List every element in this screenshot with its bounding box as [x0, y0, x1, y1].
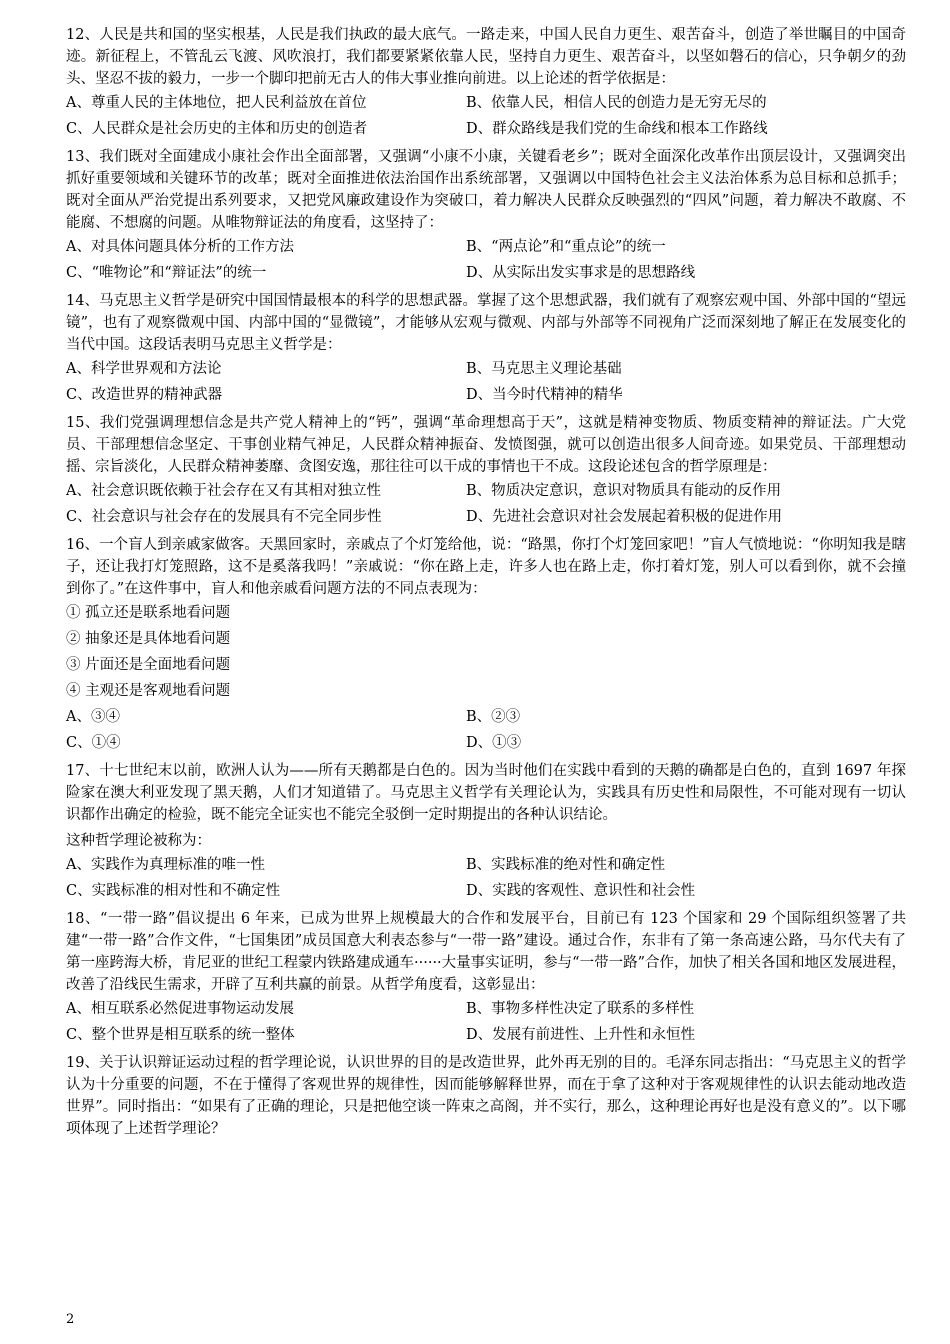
option-a: A、尊重人民的主体地位，把人民利益放在首位	[66, 95, 367, 111]
question-14	[66, 290, 906, 408]
statement-item: ② 抽象还是具体地看问题	[66, 631, 231, 647]
option-c: C、改造世界的精神武器	[66, 387, 223, 403]
option-d: D、发展有前进性、上升性和永恒性	[466, 1027, 696, 1043]
option-row	[66, 504, 906, 530]
option-d: D、从实际出发实事求是的思想路线	[466, 265, 696, 281]
option-c: C、①④	[66, 735, 121, 751]
question-15	[66, 412, 906, 530]
option-b: B、“两点论”和“重点论”的统一	[466, 239, 666, 255]
question-stem: 17、十七世纪末以前，欧洲人认为——所有天鹅都是白色的。因为当时他们在实践中看到的天鹅的确都是白色的，直到 1697 年探险家在澳大利亚发现了黑天鹅，人们才知道错了。马克思主义哲学有关理论认为，实践具有历史性和局限性，不可能对现有一切认识都作出确定的检验，既不能完全证实也不能完全驳倒一定时期提出的各种认识结论。	[66, 763, 906, 823]
option-row	[66, 704, 906, 730]
question-stem: 19、关于认识辩证运动过程的哲学理论说，认识世界的目的是改造世界，此外再无别的目的。毛泽东同志指出：“马克思主义的哲学认为十分重要的问题，不在于懂得了客观世界的规律性，因而能够解释世界，而在于拿了这种对于客观规律性的认识去能动地改造世界”。同时指出：“如果有了正确的理论，只是把他空谈一阵束之高阁，并不实行，那么，这种理论再好也是没有意义的”。以下哪项体现了上述哲学理论？	[66, 1055, 906, 1137]
option-a: A、社会意识既依赖于社会存在又有其相对独立性	[66, 483, 381, 499]
question-stem: 14、马克思主义哲学是研究中国国情最根本的科学的思想武器。掌握了这个思想武器，我们就有了观察宏观中国、外部中国的“望远镜”，也有了观察微观中国、内部中国的“显微镜”，才能够从宏观与微观、内部与外部等不同视角广泛而深刻地了解正在发展变化的当代中国。这段话表明马克思主义哲学是：	[66, 293, 906, 353]
page-number: 2	[66, 1312, 75, 1327]
option-row	[66, 382, 906, 408]
question-stem: 16、一个盲人到亲戚家做客。天黑回家时，亲戚点了个灯笼给他，说：“路黑，你打个灯笼回家吧！”盲人气愤地说：“你明知我是瞎子，还让我打灯笼照路，这不是奚落我吗！”亲戚说：“你在路上走，许多人也在路上走，你打着灯笼，别人可以看到你，就不会撞到你了。”在这件事中，盲人和他亲戚看问题方法的不同点表现为：	[66, 537, 906, 597]
option-c: C、“唯物论”和“辩证法”的统一	[66, 265, 267, 281]
option-b: B、事物多样性决定了联系的多样性	[466, 1001, 695, 1017]
question-13	[66, 146, 906, 286]
option-d: D、①③	[466, 735, 522, 751]
option-a: A、科学世界观和方法论	[66, 361, 222, 377]
option-a: A、相互联系必然促进事物运动发展	[66, 1001, 294, 1017]
statement-item: ① 孤立还是联系地看问题	[66, 605, 231, 621]
option-a: A、对具体问题具体分析的工作方法	[66, 239, 294, 255]
option-row	[66, 356, 906, 382]
option-c: C、人民群众是社会历史的主体和历史的创造者	[66, 121, 368, 137]
option-c: C、社会意识与社会存在的发展具有不完全同步性	[66, 509, 382, 525]
option-row	[66, 478, 906, 504]
option-d: D、先进社会意识对社会发展起着积极的促进作用	[466, 509, 783, 525]
option-row	[66, 730, 906, 756]
option-b: B、依靠人民，相信人民的创造力是无穷无尽的	[466, 95, 767, 111]
option-b: B、实践标准的绝对性和确定性	[466, 857, 666, 873]
option-b: B、物质决定意识，意识对物质具有能动的反作用	[466, 483, 782, 499]
exam-page	[66, 20, 906, 1140]
option-row	[66, 878, 906, 904]
question-stem: 15、我们党强调理想信念是共产党人精神上的“钙”，强调“革命理想高于天”，这就是精神变物质、物质变精神的辩证法。广大党员、干部理想信念坚定、干事创业精气神足，人民群众精神振奋、发愤图强，就可以创造出很多人间奇迹。如果党员、干部理想动摇、宗旨淡化，人民群众精神萎靡、贪图安逸，那往往可以干成的事情也干不成。这段论述包含的哲学原理是：	[66, 415, 906, 475]
option-b: B、②③	[466, 709, 521, 725]
option-c: C、整个世界是相互联系的统一整体	[66, 1027, 295, 1043]
question-19	[66, 1052, 906, 1140]
option-row	[66, 996, 906, 1022]
statement-item: ③ 片面还是全面地看问题	[66, 657, 231, 673]
option-d: D、群众路线是我们党的生命线和根本工作路线	[466, 121, 768, 137]
option-row	[66, 1022, 906, 1048]
option-d: D、当今时代精神的精华	[466, 387, 623, 403]
question-stem: 18、“一带一路”倡议提出 6 年来，已成为世界上规模最大的合作和发展平台，目前已有 123 个国家和 29 个国际组织签署了共建“一带一路”合作文件，“七国集团”成员国意大利表态参与“一带一路”建设。通过合作，东非有了第一条高速公路，马尔代夫有了第一座跨海大桥，肯尼亚的世纪工程蒙内铁路建成通车······大量事实证明，参与“一带一路”合作，加快了相关各国和地区发展进程，改善了沿线民生需求，开辟了互利共赢的前景。从哲学角度看，这彰显出：	[66, 911, 906, 993]
question-stem: 13、我们既对全面建成小康社会作出全面部署，又强调“小康不小康，关键看老乡”；既对全面深化改革作出顶层设计，又强调突出抓好重要领域和关键环节的改革；既对全面推进依法治国作出系统部署，又强调以中国特色社会主义法治体系为总目标和总抓手；既对全面从严治党提出系列要求，又把党风廉政建设作为突破口，着力解决人民群众反映强烈的“四风”问题，着力解决不敢腐、不能腐、不想腐的问题。从唯物辩证法的角度看，这坚持了：	[66, 149, 906, 231]
option-row	[66, 116, 906, 142]
option-a: A、③④	[66, 709, 120, 725]
option-a: A、实践作为真理标准的唯一性	[66, 857, 265, 873]
question-18	[66, 908, 906, 1048]
question-12	[66, 24, 906, 142]
question-stem: 12、人民是共和国的坚实根基，人民是我们执政的最大底气。一路走来，中国人民自力更生、艰苦奋斗，创造了举世瞩目的中国奇迹。新征程上，不管乱云飞渡、风吹浪打，我们都要紧紧依靠人民，坚持自力更生、艰苦奋斗，以坚如磐石的信心，只争朝夕的劲头、坚忍不拔的毅力，一步一个脚印把前无古人的伟大事业推向前进。以上论述的哲学依据是：	[66, 27, 906, 87]
question-17	[66, 760, 906, 904]
option-row	[66, 90, 906, 116]
question-stem-continued: 这种哲学理论被称为：	[66, 833, 211, 849]
option-row	[66, 234, 906, 260]
option-row	[66, 852, 906, 878]
option-row	[66, 260, 906, 286]
option-b: B、马克思主义理论基础	[466, 361, 622, 377]
option-c: C、实践标准的相对性和不确定性	[66, 883, 281, 899]
question-16	[66, 534, 906, 756]
option-d: D、实践的客观性、意识性和社会性	[466, 883, 696, 899]
statement-item: ④ 主观还是客观地看问题	[66, 683, 231, 699]
